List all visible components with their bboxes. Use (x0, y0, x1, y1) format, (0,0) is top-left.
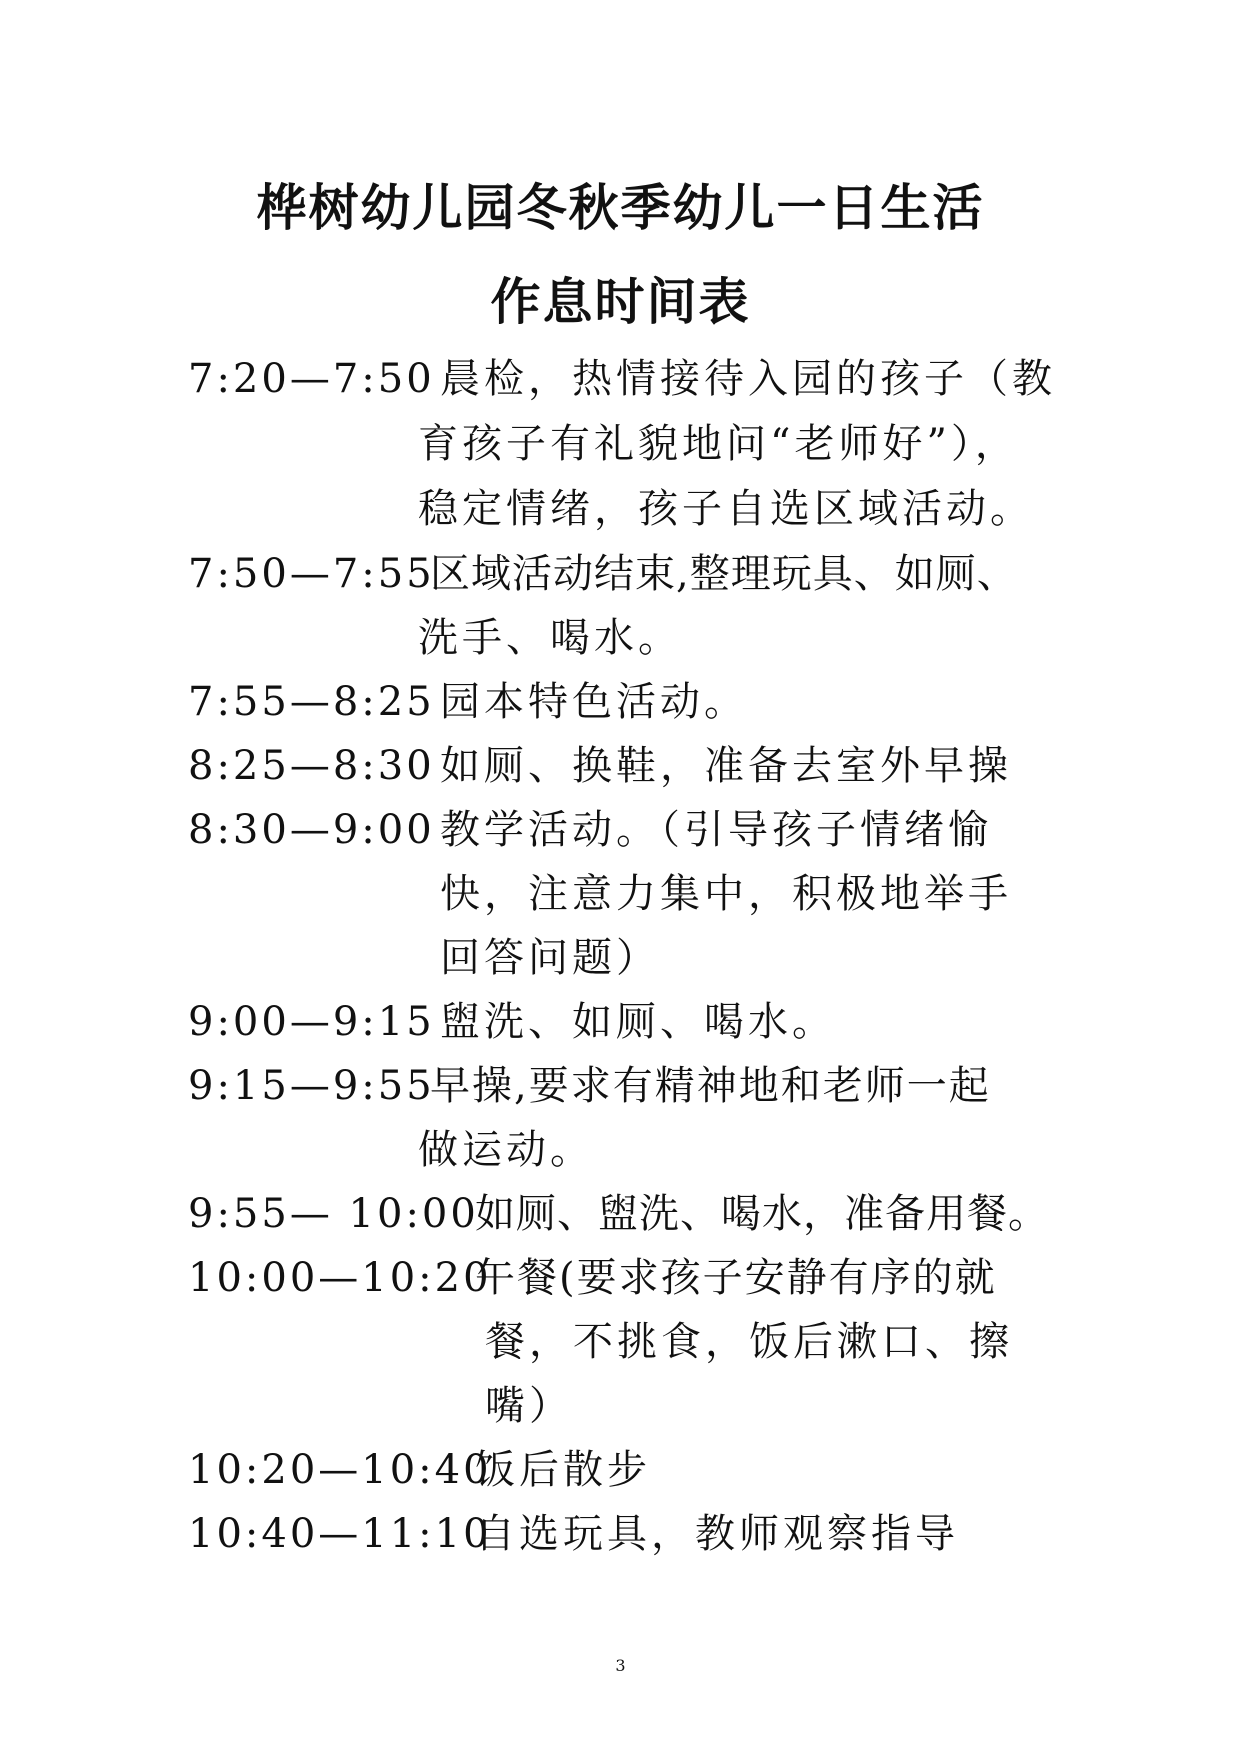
schedule-activity-line: 园本特色活动。 (440, 679, 748, 725)
schedule-time: 9:15—9:55 (188, 1063, 435, 1109)
schedule-activity-line: 教学活动。（引导孩子情绪愉 (440, 807, 992, 853)
schedule-activity-line: 午餐(要求孩子安静有序的就 (475, 1255, 997, 1301)
schedule-time: 8:25—8:30 (188, 743, 435, 789)
page-number: 3 (615, 1656, 626, 1675)
schedule-time: 7:50—7:55 (188, 551, 435, 597)
schedule-time: 10:40—11:10 (188, 1511, 492, 1557)
schedule-activity-line: 如厕、换鞋，准备去室外早操 (440, 743, 1012, 789)
schedule-activity-line: 快，注意力集中，积极地举手 (440, 871, 1012, 917)
title-line-1: 桦树幼儿园冬秋季幼儿一日生活 (256, 178, 985, 237)
schedule-activity-line: 如厕、盥洗、喝水，准备用餐。 (475, 1191, 1049, 1237)
schedule-activity-line: 餐，不挑食，饭后漱口、擦 (485, 1319, 1013, 1365)
schedule-time: 7:20—7:50 (188, 356, 435, 402)
schedule-activity-line: 嘴） (485, 1383, 573, 1429)
schedule-activity-line: 早操,要求有精神地和老师一起 (430, 1063, 991, 1109)
schedule-time: 10:20—10:40 (188, 1447, 492, 1493)
schedule-time: 8:30—9:00 (188, 807, 435, 853)
schedule-activity-line: 洗手、喝水。 (418, 615, 682, 661)
schedule-time: 7:55—8:25 (188, 679, 435, 725)
schedule-time: 10:00—10:20 (188, 1255, 492, 1301)
schedule-activity-line: 稳定情绪，孩子自选区域活动。 (418, 486, 1034, 532)
title-line-2: 作息时间表 (490, 272, 751, 331)
schedule-time: 9:00—9:15 (188, 999, 435, 1045)
schedule-activity-line: 晨检，热情接待入园的孩子（教 (440, 356, 1056, 402)
schedule-activity-line: 自选玩具，教师观察指导 (475, 1511, 959, 1557)
schedule-activity-line: 区域活动结束,整理玩具、如厕、 (430, 551, 1018, 597)
schedule-time: 9:55— 10:00 (188, 1191, 479, 1237)
schedule-activity-line: 做运动。 (418, 1127, 594, 1173)
schedule-activity-line: 育孩子有礼貌地问“老师好”）， (418, 421, 1019, 467)
schedule-activity-line: 盥洗、如厕、喝水。 (440, 999, 836, 1045)
schedule-activity-line: 饭后散步 (475, 1447, 651, 1493)
schedule-activity-line: 回答问题） (440, 935, 660, 981)
